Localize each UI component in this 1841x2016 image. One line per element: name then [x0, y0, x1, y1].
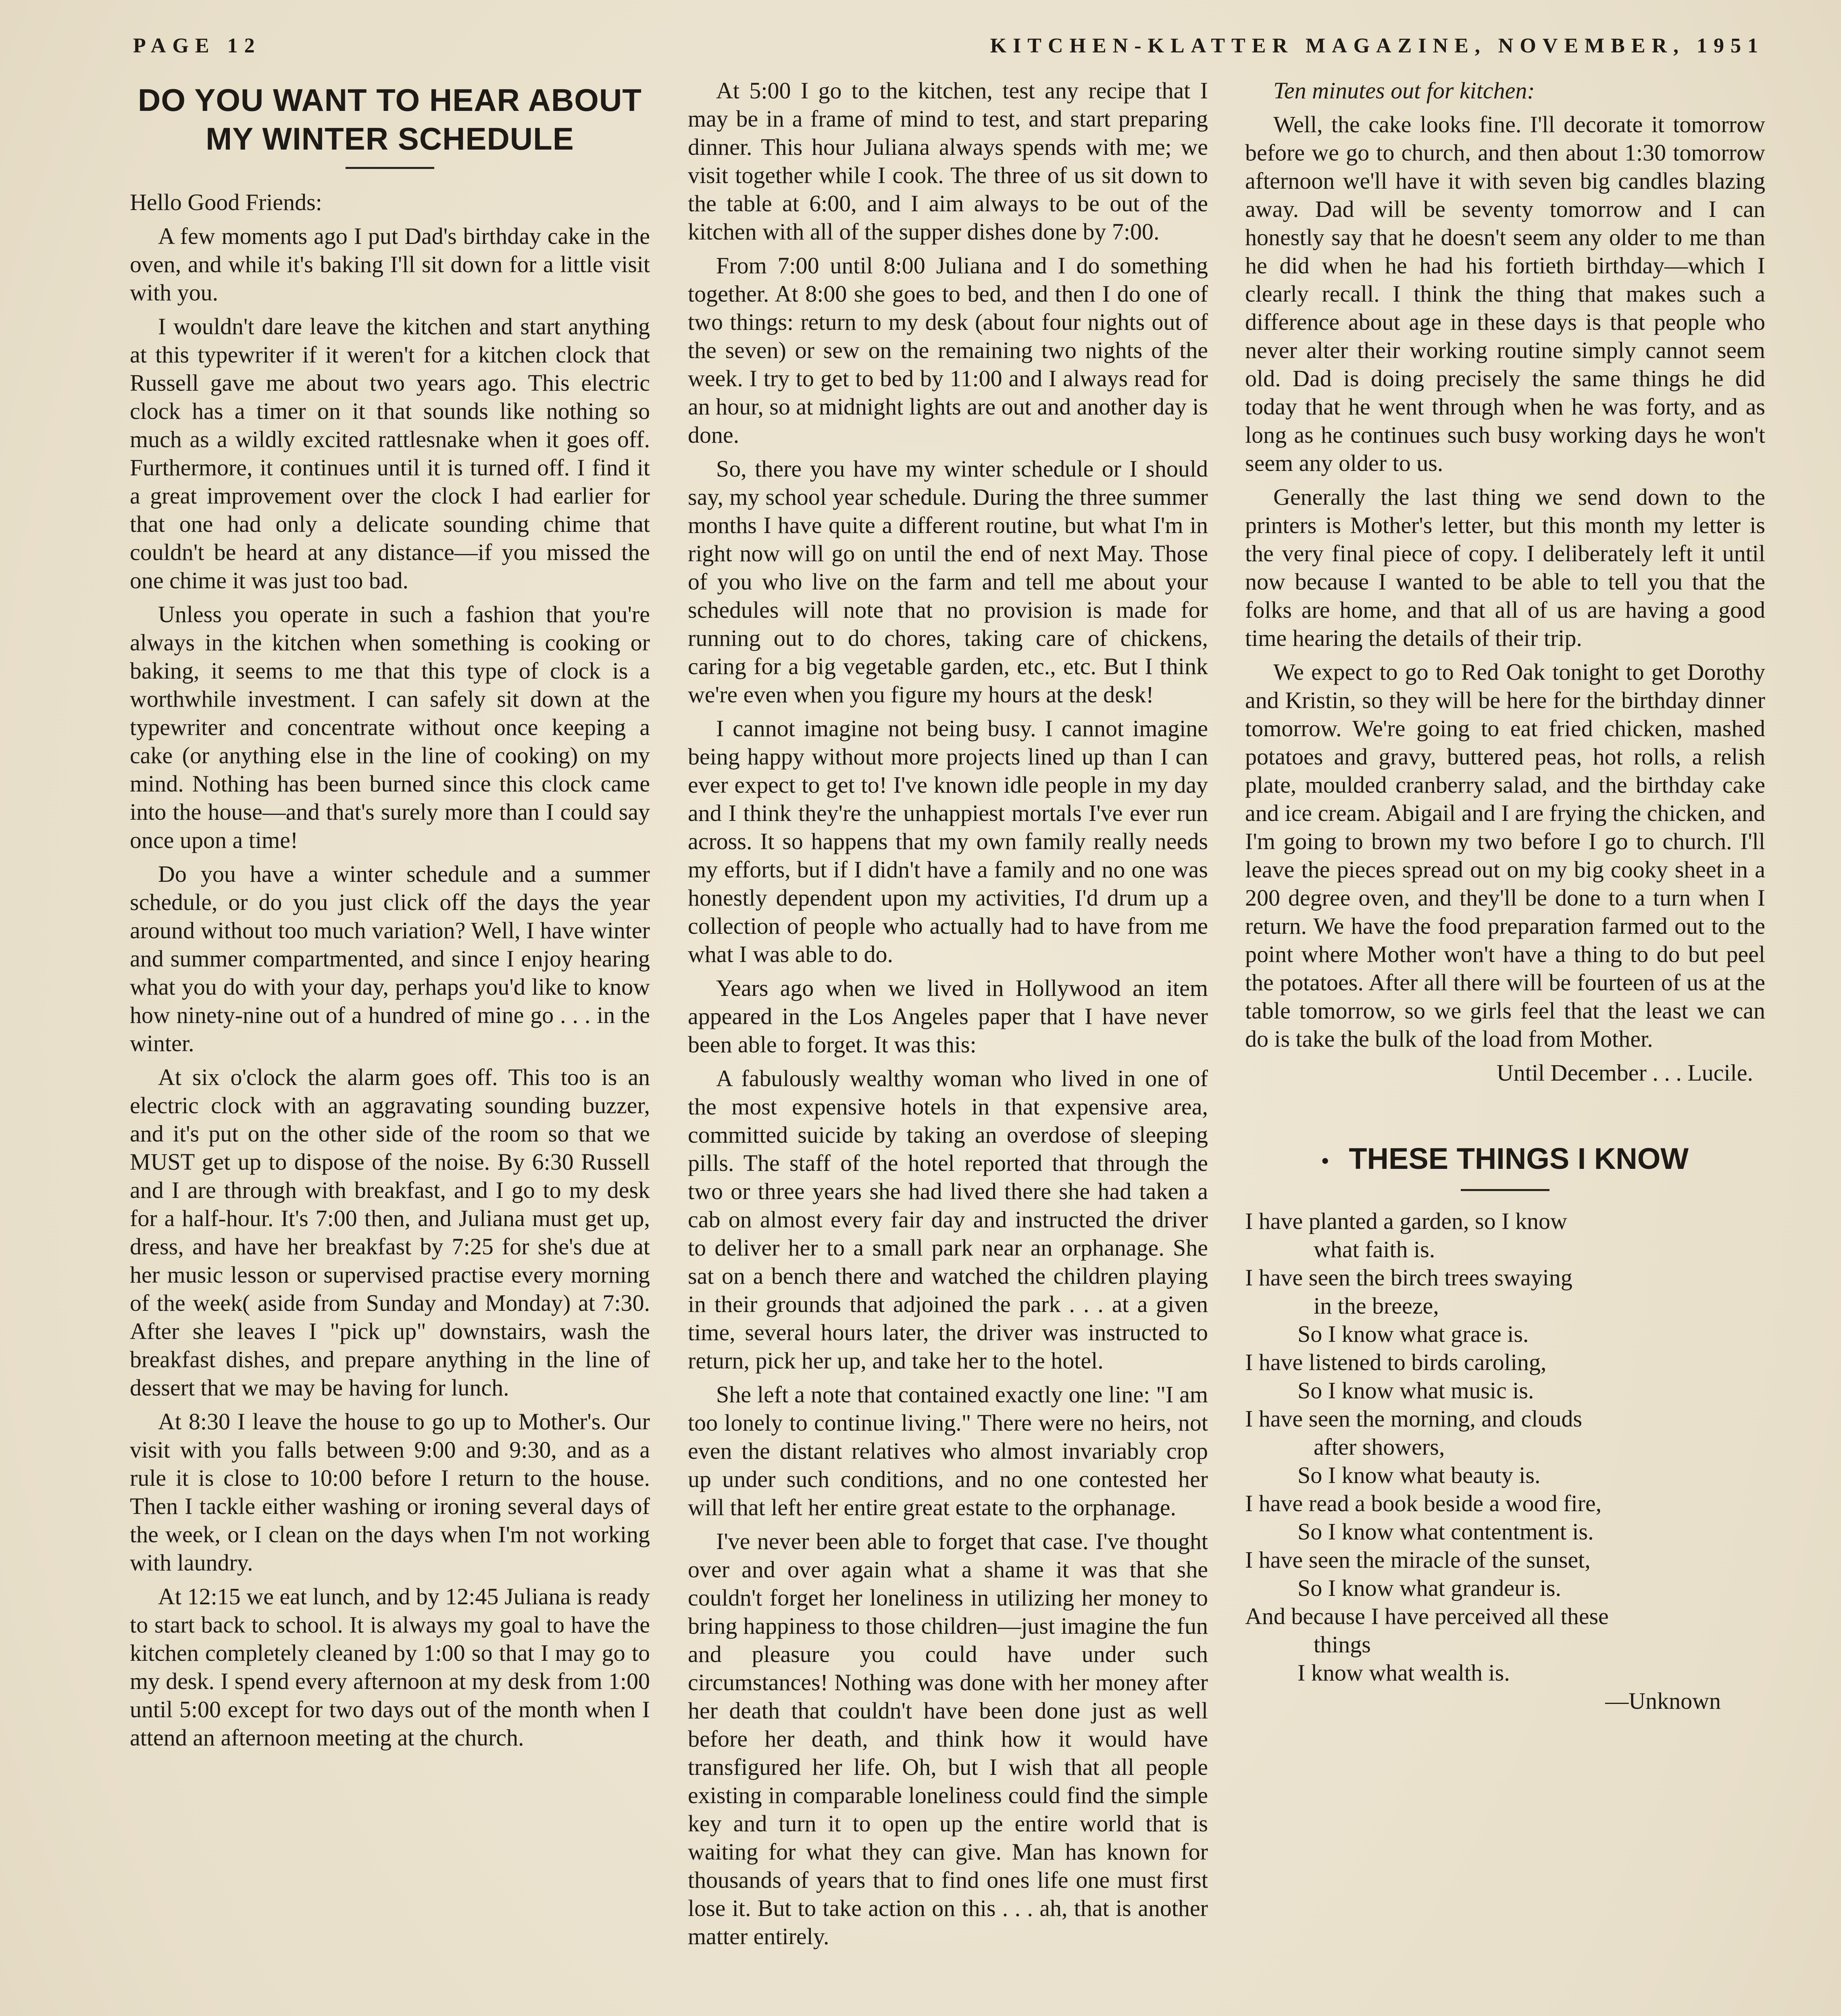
paragraph: A fabulously wealthy woman who lived in one of the most expensive hotels in that expensive area, committed suicide by taking an overdose of sleeping pills. The staff of the hotel reported that through the two or three years she had lived there she had taken a cab on almost every fair day and instructed the driver to deliver her to a small park near an orphanage. She sat on a bench there and watched the children playing in their grounds that adjoined the park . . . at a given time, several hours later, the driver was instructed to return, pick her up, and take her to the hotel. — [688, 1065, 1208, 1374]
running-header — [133, 34, 1764, 66]
poem-title: THESE THINGS I KNOW — [1349, 1142, 1689, 1175]
paragraph: We expect to go to Red Oak tonight to get Dorothy and Kristin, so they will be here for the birthday dinner tomorrow. We're going to eat fried chicken, mashed potatoes and gravy, buttered peas, hot rolls, a relish plate, moulded cranberry salad, and the birthday cake and ice cream. Abigail and I are frying the chicken, and I'm going to brown my two before I go to church. I'll leave the pieces spread out on my big cooky sheet in a 200 degree oven, and they'll be done to a turn when I return. We have the food preparation farmed out to the point where Mother won't have a thing to do but peel the potatoes. After all there will be fourteen of us at the table tomorrow, so we girls feel that the least we can do is take the bulk of the load from Mother. — [1245, 659, 1765, 1052]
poem-rule — [1461, 1189, 1549, 1191]
poem-line: what faith is. — [1314, 1236, 1435, 1263]
paragraph: Years ago when we lived in Hollywood an item appeared in the Los Angeles paper that I have never been able to forget. It was this: — [688, 975, 1208, 1058]
paragraph: Do you have a winter schedule and a summer schedule, or do you just click off the days the year around without too much variation? Well, I have winter and summer compartmented, and since I enjoy hearing what you do with your day, perhaps you'd like to know how ninety-nine out of a hundred of mine go . . . in the winter. — [130, 861, 650, 1056]
paragraph: At 8:30 I leave the house to go up to Mother's. Our visit with you falls between 9:00 and 9:30, and as a rule it is close to 10:00 before I return to the house. Then I tackle either washing or ironing several days of the week, or I clean on the days when I'm not working with laundry. — [130, 1408, 650, 1576]
paragraph: From 7:00 until 8:00 Juliana and I do something together. At 8:00 she goes to bed, and then I do one of two things: return to my desk (about four nights out of the seven) or sew on the remaining two nights of the week. I try to get to bed by 11:00 and I always read for an hour, so at midnight lights are out and another day is done. — [688, 252, 1208, 448]
italic-subhead: Ten minutes out for kitchen: — [1273, 77, 1535, 104]
column-1 — [130, 77, 650, 1758]
poem-line: I have read a book beside a wood fire, — [1245, 1490, 1602, 1517]
paragraph: At 12:15 we eat lunch, and by 12:45 Juliana is ready to start back to school. It is always my goal to have the kitchen completely cleaned by 1:00 so that I may go to my desk. I spend every afternoon at my desk from 1:00 until 5:00 except for two days out of the month when I attend an afternoon meeting at the church. — [130, 1583, 650, 1751]
paragraph: Well, the cake looks fine. I'll decorate it tomorrow before we go to church, and then about 1:30 tomorrow afternoon we'll have it with seven big candles blazing away. Dad will be seventy tomorrow and I can honestly say that he doesn't seem any older to me than he did when he had his fortieth birthday—which I clearly recall. I think the thing that makes such a difference about age in these days is that people who never alter their working routine simply cannot seem old. Dad is doing precisely the same things he did today that he went through when he was forty, and as long as he continues such busy working days he won't seem any older to us. — [1245, 111, 1765, 476]
paragraph: Generally the last thing we send down to the printers is Mother's letter, but this month my letter is the very final piece of copy. I deliberately left it until now because I wanted to be able to tell you that the folks are home, and that all of us are having a good time hearing the details of their trip. — [1245, 484, 1765, 651]
paragraph: So, there you have my winter schedule or I should say, my school year schedule. During the three summer months I have quite a different routine, but what I'm in right now will go on until the end of next May. Those of you who live on the farm and tell me about your schedules will note that no provision is made for running out to do chores, taking care of chickens, caring for a big vegetable garden, etc., etc. But I think we're even when you figure my hours at the desk! — [688, 456, 1208, 708]
article-headline: DO YOU WANT TO HEAR ABOUT MY WINTER SCHEDULE — [138, 82, 642, 156]
paragraph: A few moments ago I put Dad's birthday cake in the oven, and while it's baking I'll sit down for a little visit with you. — [130, 223, 650, 306]
poem-line: I have listened to birds caroling, — [1245, 1349, 1547, 1376]
magazine-title-date: KITCHEN-KLATTER MAGAZINE, NOVEMBER, 1951 — [990, 34, 1764, 57]
poem-heading — [1245, 1139, 1765, 1180]
paragraph: Unless you operate in such a fashion that you're always in the kitchen when something is cooking or baking, it seems to me that this type of clock is a worthwhile investment. I can safely sit down at the typewriter and concentrate without once keeping a cake (or anything else in the line of cooking) on my mind. Nothing has been burned since this clock came into the house—and that's surely more than I could say once upon a time! — [130, 601, 650, 853]
poem-line: in the breeze, — [1314, 1293, 1439, 1319]
paragraph: At 5:00 I go to the kitchen, test any recipe that I may be in a frame of mind to test, and start preparing dinner. This hour Juliana always spends with me; we visit together while I cook. The three of us sit down to the table at 6:00, and I aim always to be out of the kitchen with all of the supper dishes done by 7:00. — [688, 77, 1208, 245]
poem-line: So I know what music is. — [1297, 1377, 1534, 1404]
paragraph: At six o'clock the alarm goes off. This too is an electric clock with an aggravating sounding buzzer, and it's put on the other side of the room so that we MUST get up to dispose of the noise. By 6:30 Russell and I are through with breakfast, and I go to my desk for a half-hour. It's 7:00 then, and Juliana must get up, dress, and have her breakfast by 7:25 for she's due at her music lesson or supervised practise every morning of the week( aside from Sunday and Monday) at 7:30. After she leaves I "pick up" downstairs, wash the breakfast dishes, and prepare anything in the line of dessert that we may be having for lunch. — [130, 1064, 650, 1401]
poem-line: So I know what grandeur is. — [1297, 1575, 1562, 1602]
poem-line: So I know what beauty is. — [1297, 1462, 1541, 1489]
poem-line: So I know what contentment is. — [1297, 1518, 1594, 1545]
column-3 — [1245, 77, 1765, 1715]
bullet-icon: • — [1321, 1150, 1329, 1173]
poem-line: I have seen the miracle of the sunset, — [1245, 1547, 1591, 1573]
salutation: Hello Good Friends: — [130, 189, 322, 215]
poem-line: things — [1314, 1631, 1371, 1658]
paragraph: I cannot imagine not being busy. I cannot imagine being happy without more projects lined up than I can ever expect to get to! I've known idle people in my day and I think they're the unhappiest mortals I've ever run across. It so happens that my own family really needs my efforts, but if I didn't have a family and no one was honestly dependent upon my activities, I'd drum up a collection of people who actually had to have from me what I was able to do. — [688, 715, 1208, 967]
poem-line: So I know what grace is. — [1297, 1321, 1529, 1347]
poem-line: I have seen the morning, and clouds — [1245, 1406, 1582, 1432]
paragraph: I wouldn't dare leave the kitchen and start anything at this typewriter if it weren't for a kitchen clock that Russell gave me about two years ago. This electric clock has a timer on it that sounds like nothing so much as a wildly excited rattlesnake when it goes off. Furthermore, it continues until it is turned off. I find it a great improvement over the clock I had earlier for that one had only a delicate sounding chime that couldn't be heard at any distance—if you missed the one chime it was just too bad. — [130, 313, 650, 594]
poem-line: I have planted a garden, so I know — [1245, 1208, 1567, 1235]
headline-rule — [346, 167, 434, 169]
poem-attribution: —Unknown — [1605, 1688, 1721, 1714]
column-2 — [688, 77, 1208, 1956]
signoff: Until December . . . Lucile. — [1496, 1060, 1753, 1086]
poem-line: And because I have perceived all these — [1245, 1603, 1609, 1630]
page-number: PAGE 12 — [133, 34, 261, 57]
poem-line: I know what wealth is. — [1297, 1660, 1510, 1686]
paragraph: I've never been able to forget that case. I've thought over and over again what a shame it was that she couldn't forget her loneliness in utilizing her money to bring happiness to those children—just imagine the fun and pleasure you could have under such circumstances! Nothing was done with her money after her death that couldn't have been done just as well before her death, and think how it would have transfigured her life. Oh, but I wish that all people existing in comparable loneliness could find the simple key and turn it to open up the entire world that is waiting for what they can give. Man has known for thousands of years that to find ones life one must first lose it. But to take action on this . . . ah, that is another matter entirely. — [688, 1528, 1208, 1949]
poem — [1245, 1207, 1765, 1715]
poem-line: after showers, — [1314, 1434, 1445, 1460]
poem-line: I have seen the birch trees swaying — [1245, 1264, 1572, 1291]
paragraph: She left a note that contained exactly one line: "I am too lonely to continue living." There were no heirs, not even the distant relatives who almost invariably crop up under such conditions, and no one contested her will that left her entire great estate to the orphanage. — [688, 1381, 1208, 1520]
